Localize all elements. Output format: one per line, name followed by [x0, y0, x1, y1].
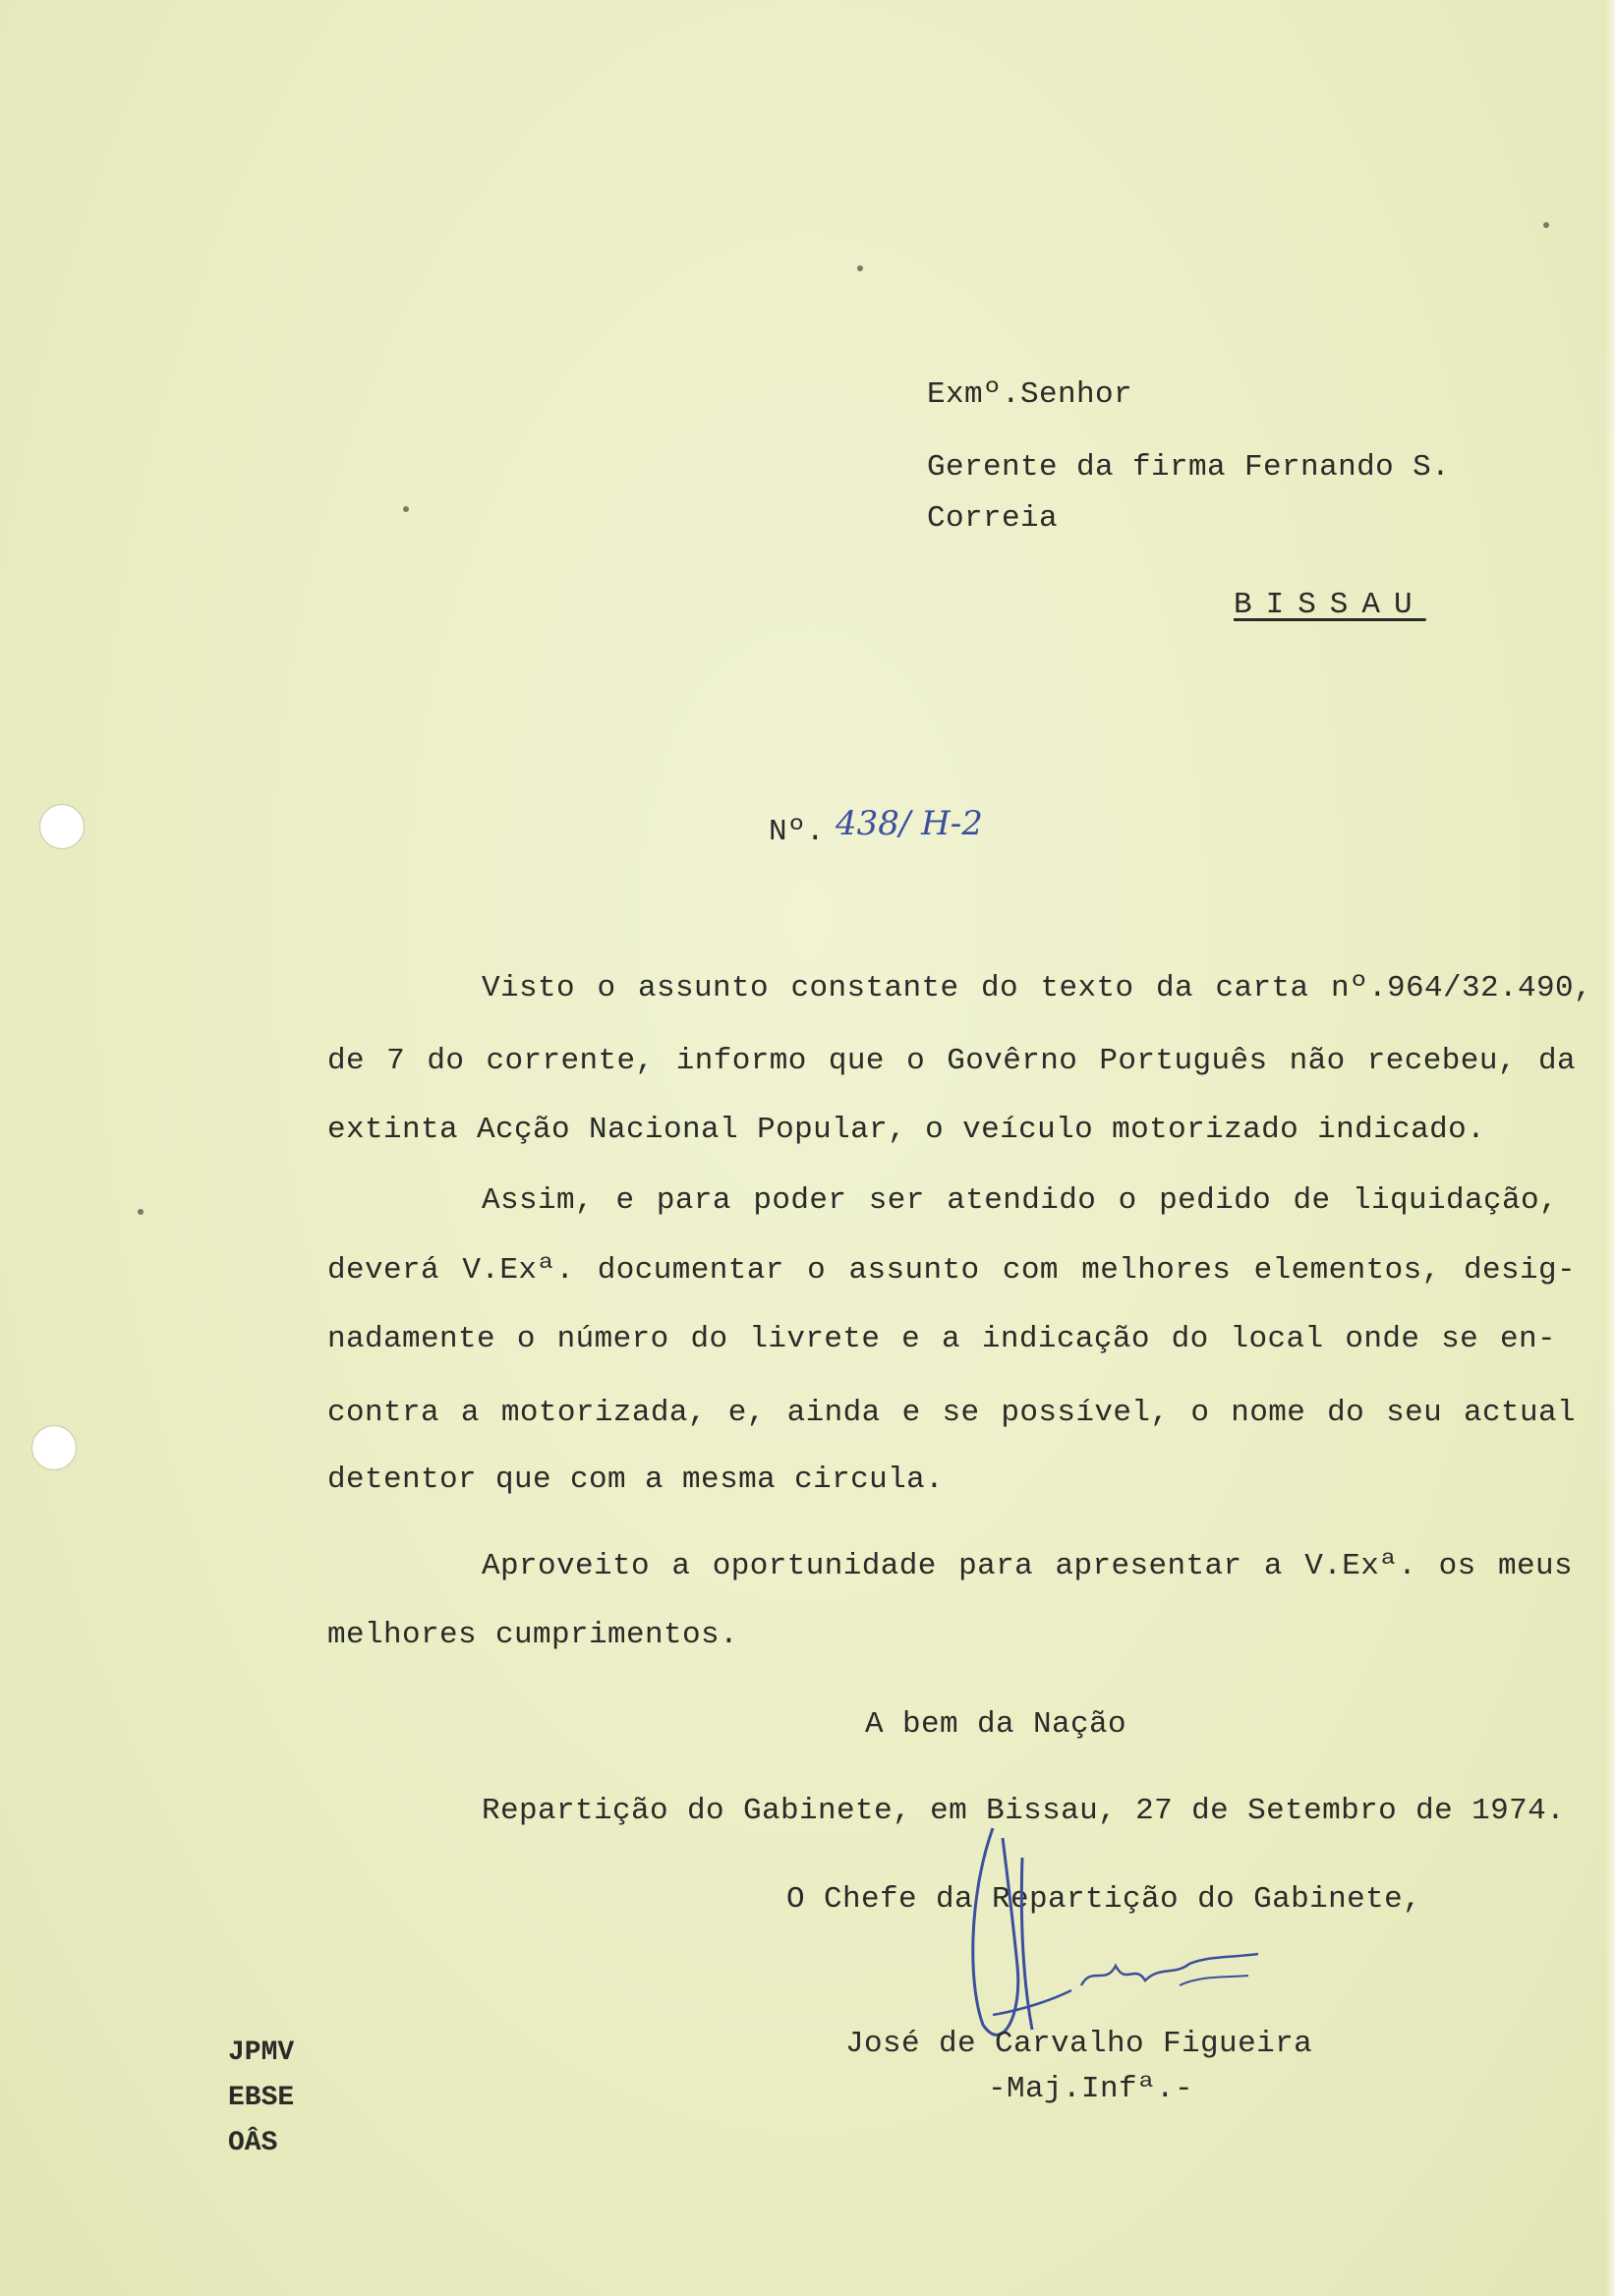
typist-initials: OÂS — [228, 2128, 278, 2158]
signatory-rank: -Maj.Infª.- — [988, 2072, 1194, 2106]
typist-initials: EBSE — [228, 2083, 295, 2113]
addressee-line2: Correia — [927, 501, 1059, 536]
signatory-title: O Chefe da Repartição do Gabinete, — [786, 1882, 1422, 1917]
body-line: melhores cumprimentos. — [327, 1618, 739, 1652]
reference-label: Nº. — [769, 815, 826, 849]
paper-speck — [138, 1209, 144, 1215]
body-line: de 7 do corrente, informo que o Govêrno Português não recebeu, da — [327, 1044, 1576, 1078]
punch-hole-bottom — [31, 1425, 77, 1470]
paper-speck — [1543, 222, 1549, 228]
paper-edge — [1605, 0, 1615, 2296]
reference-handwritten-number: 438/ H-2 — [836, 804, 983, 843]
body-line: Visto o assunto constante do texto da carta nº.964/32.490, — [482, 971, 1592, 1005]
addressee-city: BISSAU — [1234, 588, 1426, 622]
addressee-salutation: Exmº.Senhor — [927, 377, 1133, 412]
body-line: deverá V.Exª. documentar o assunto com melhores elementos, desig- — [327, 1253, 1576, 1288]
body-line: contra a motorizada, e, ainda e se possível, o nome do seu actual — [327, 1396, 1576, 1430]
paper-speck — [403, 506, 409, 512]
date-line: Repartição do Gabinete, em Bissau, 27 de Setembro de 1974. — [482, 1794, 1566, 1828]
body-line: Assim, e para poder ser atendido o pedido de liquidação, — [482, 1183, 1558, 1218]
punch-hole-top — [39, 804, 85, 849]
signatory-name: José de Carvalho Figueira — [845, 2027, 1313, 2061]
body-line: extinta Acção Nacional Popular, o veículo motorizado indicado. — [327, 1113, 1486, 1147]
body-line: Aproveito a oportunidade para apresentar a V.Exª. os meus — [482, 1549, 1573, 1583]
typist-initials: JPMV — [228, 2038, 295, 2068]
closing-formula: A bem da Nação — [865, 1707, 1127, 1742]
body-line: detentor que com a mesma circula. — [327, 1463, 945, 1497]
paper-speck — [857, 265, 863, 271]
body-line: nadamente o número do livrete e a indicação do local onde se en- — [327, 1322, 1556, 1356]
addressee-line1: Gerente da firma Fernando S. — [927, 450, 1451, 485]
